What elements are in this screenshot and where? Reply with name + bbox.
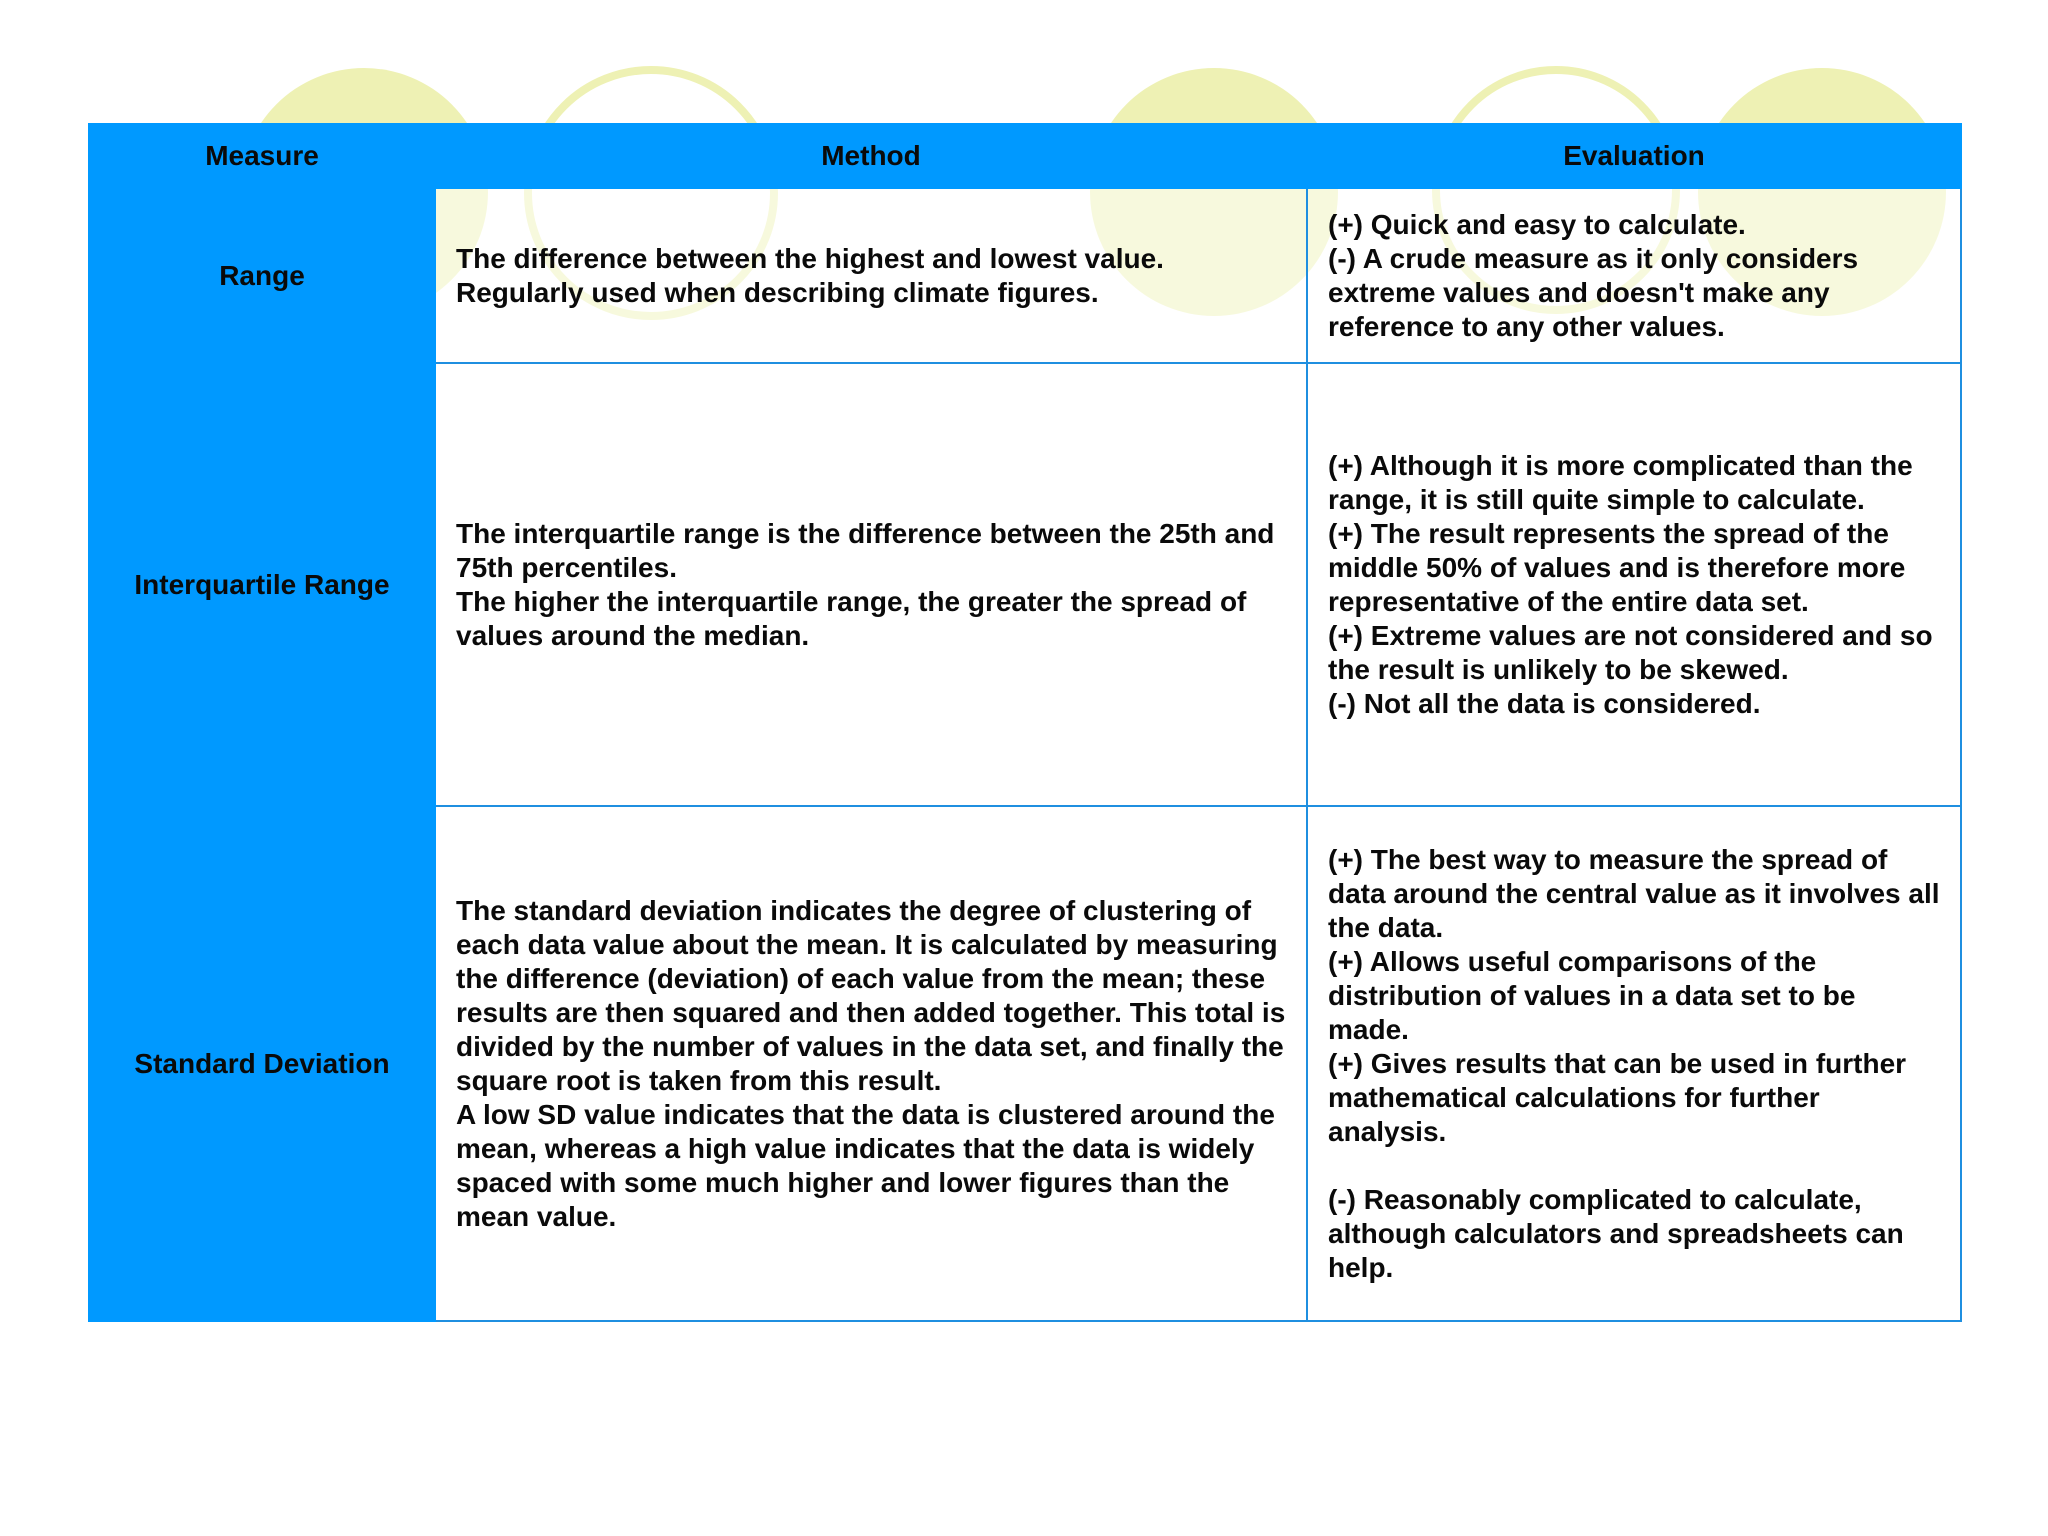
dispersion-measures-table [88, 123, 1962, 1322]
evaluation-pros: (+) The best way to measure the spread of data around the central value as it involves all the data. (+) Allows useful comparisons of the distribution of values in a data set to be made. (+) Gives results that can be used in further mathematical calculations for further analysis. [1328, 843, 1940, 1147]
measure-cell: Standard Deviation [89, 806, 435, 1321]
table-header-row [89, 124, 1961, 188]
header-evaluation: Evaluation [1307, 124, 1961, 188]
table-row-standard-deviation [89, 806, 1961, 1321]
evaluation-cell: (+) Quick and easy to calculate. (-) A crude measure as it only considers extreme values and doesn't make any reference to any other values. [1307, 188, 1961, 363]
header-measure: Measure [89, 124, 435, 188]
evaluation-cons: (-) Reasonably complicated to calculate, although calculators and spreadsheets can help. [1328, 1183, 1904, 1283]
table-row-interquartile-range [89, 363, 1961, 806]
measure-cell: Range [89, 188, 435, 363]
method-cell: The difference between the highest and lowest value. Regularly used when describing climate figures. [435, 188, 1307, 363]
header-method: Method [435, 124, 1307, 188]
comparison-table-wrapper [88, 123, 1960, 1316]
paragraph-gap [1328, 1149, 1940, 1183]
method-cell: The interquartile range is the difference between the 25th and 75th percentiles. The higher the interquartile range, the greater the spread of values around the median. [435, 363, 1307, 806]
table-row-range [89, 188, 1961, 363]
evaluation-cell: (+) Although it is more complicated than the range, it is still quite simple to calculate. (+) The result represents the spread of the middle 50% of values and is therefore more representative of the entire data set. (+) Extreme values are not considered and so the result is unlikely to be skewed. (-) Not all the data is considered. [1307, 363, 1961, 806]
measure-cell: Interquartile Range [89, 363, 435, 806]
method-cell: The standard deviation indicates the degree of clustering of each data value about the mean. It is calculated by measuring the difference (deviation) of each value from the mean; these results are then squared and then added together. This total is divided by the number of values in the data set, and finally the square root is taken from this result. A low SD value indicates that the data is clustered around the mean, whereas a high value indicates that the data is widely spaced with some much higher and lower figures than the mean value. [435, 806, 1307, 1321]
evaluation-cell [1307, 806, 1961, 1321]
